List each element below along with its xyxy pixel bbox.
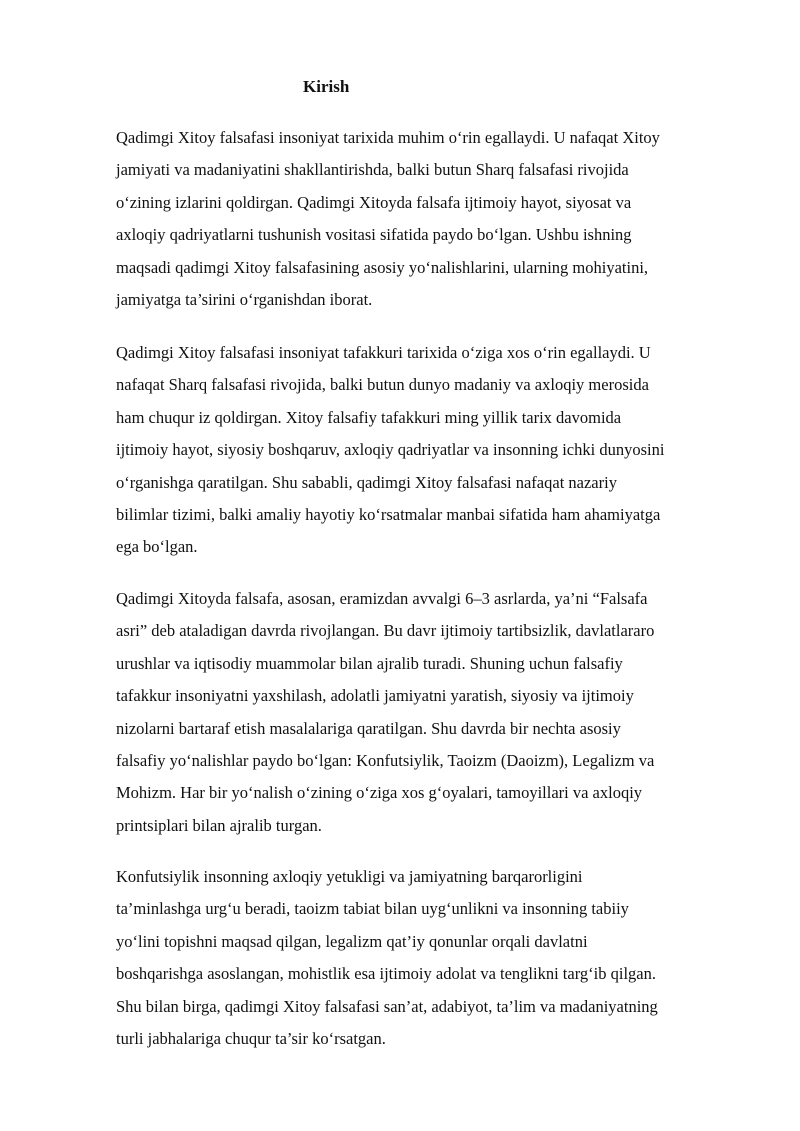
paragraph-line: maqsadi qadimgi Xitoy falsafasining asosiy yo‘nalishlarini, ularning mohiyatini, <box>116 257 649 277</box>
paragraph-line: bilimlar tizimi, balki amaliy hayotiy ko‘rsatmalar manbai sifatida ham ahamiyatga <box>116 505 661 525</box>
paragraph-line: jamiyatga ta’sirini o‘rganishdan iborat. <box>116 290 373 310</box>
paragraph-line: Shu bilan birga, qadimgi Xitoy falsafasi san’at, adabiyot, ta’lim va madaniyatning <box>116 996 658 1016</box>
paragraph-line: tafakkur insoniyatni yaxshilash, adolatli jamiyatni yaratish, siyosiy va ijtimoiy <box>116 686 634 706</box>
paragraph-line: urushlar va iqtisodiy muammolar bilan ajralib turadi. Shuning uchun falsafiy <box>116 653 623 673</box>
paragraph-line: yo‘lini topishni maqsad qilgan, legalizm qat’iy qonunlar orqali davlatni <box>116 931 588 951</box>
paragraph-1 <box>116 122 736 316</box>
paragraph-line: boshqarishga asoslangan, mohistlik esa ijtimoiy adolat va tenglikni targ‘ib qilgan. <box>116 964 656 984</box>
paragraph-line: Mohizm. Har bir yo‘nalish o‘zining o‘ziga xos g‘oyalari, tamoyillari va axloqiy <box>116 783 643 803</box>
paragraph-line: Konfutsiylik insonning axloqiy yetukligi va jamiyatning barqarorligini <box>116 867 583 886</box>
paragraph-line: printsiplari bilan ajralib turgan. <box>116 815 322 835</box>
paragraph-line: ega bo‘lgan. <box>116 537 198 557</box>
paragraph-line: Qadimgi Xitoyda falsafa, asosan, eramizdan avvalgi 6–3 asrlarda, ya’ni “Falsafa <box>116 589 648 608</box>
paragraph-line: ijtimoiy hayot, siyosiy boshqaruv, axloqiy qadriyatlar va insonning ichki dunyosini <box>116 440 665 460</box>
paragraph-line: o‘rganishga qaratilgan. Shu sababli, qadimgi Xitoy falsafasi nafaqat nazariy <box>116 472 617 492</box>
paragraph-line: falsafiy yo‘nalishlar paydo bo‘lgan: Konfutsiylik, Taoizm (Daoizm), Legalizm va <box>116 751 655 771</box>
page-title: Kirish <box>303 77 350 96</box>
paragraph-line: jamiyati va madaniyatini shakllantirishda, balki butun Sharq falsafasi rivojida <box>116 160 629 180</box>
paragraph-line: ta’minlashga urg‘u beradi, taoizm tabiat bilan uyg‘unlikni va insonning tabiiy <box>116 899 629 919</box>
paragraph-line: Qadimgi Xitoy falsafasi insoniyat tarixida muhim o‘rin egallaydi. U nafaqat Xitoy <box>116 128 660 147</box>
paragraph-line: Qadimgi Xitoy falsafasi insoniyat tafakkuri tarixida o‘ziga xos o‘rin egallaydi. U <box>116 343 651 362</box>
paragraph-line: asri” deb ataladigan davrda rivojlangan. Bu davr ijtimoiy tartibsizlik, davlatlararo <box>116 621 655 641</box>
paragraph-3 <box>116 583 736 842</box>
paragraph-line: o‘zining izlarini qoldirgan. Qadimgi Xitoyda falsafa ijtimoiy hayot, siyosat va <box>116 192 632 212</box>
paragraph-line: ham chuqur iz qoldirgan. Xitoy falsafiy tafakkuri ming yillik tarix davomida <box>116 407 622 427</box>
paragraph-line: axloqiy qadriyatlarni tushunish vositasi sifatida paydo bo‘lgan. Ushbu ishning <box>116 225 632 245</box>
paragraph-2 <box>116 337 736 564</box>
paragraph-line: nafaqat Sharq falsafasi rivojida, balki butun dunyo madaniy va axloqiy merosida <box>116 375 649 395</box>
paragraph-4 <box>116 861 736 1055</box>
paragraph-line: nizolarni bartaraf etish masalalariga qaratilgan. Shu davrda bir nechta asosiy <box>116 718 621 738</box>
paragraph-line: turli jabhalariga chuqur ta’sir ko‘rsatgan. <box>116 1029 386 1049</box>
